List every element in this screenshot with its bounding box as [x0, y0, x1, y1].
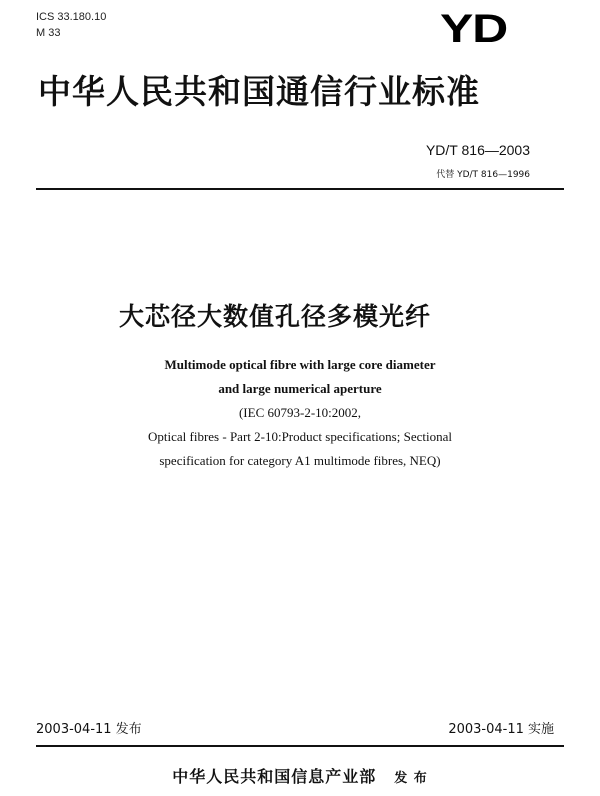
issuer-action: 发 布: [394, 771, 428, 786]
ccs-code: M 33: [36, 27, 61, 39]
ics-code: ICS 33.180.10: [36, 11, 107, 23]
reference-line3: specification for category A1 multimode fibres, NEQ): [159, 453, 441, 468]
document-title-cn: 大芯径大数值孔径多模光纤: [118, 302, 431, 331]
top-divider: [36, 188, 564, 190]
document-title-en-line1: Multimode optical fibre with large core diameter: [164, 357, 436, 372]
issuing-authority: [0, 764, 600, 787]
implement-date: 2003-04-11 实施: [448, 722, 554, 737]
document-title-en-line2: and large numerical aperture: [218, 381, 382, 396]
issuer-name: 中华人民共和国信息产业部: [172, 767, 377, 786]
reference-line1: (IEC 60793-2-10:2002,: [238, 405, 362, 420]
publish-date: 2003-04-11 发布: [36, 722, 142, 737]
standard-number: YD/T 816—2003: [425, 142, 530, 158]
bottom-divider: [36, 745, 564, 747]
standard-category-title: 中华人民共和国通信行业标准: [38, 72, 480, 111]
replaces-standard: 代替 YD/T 816—1996: [436, 170, 530, 180]
yd-logo: YD: [440, 7, 507, 51]
reference-line2: Optical fibres - Part 2-10:Product specifications; Sectional: [148, 429, 452, 444]
